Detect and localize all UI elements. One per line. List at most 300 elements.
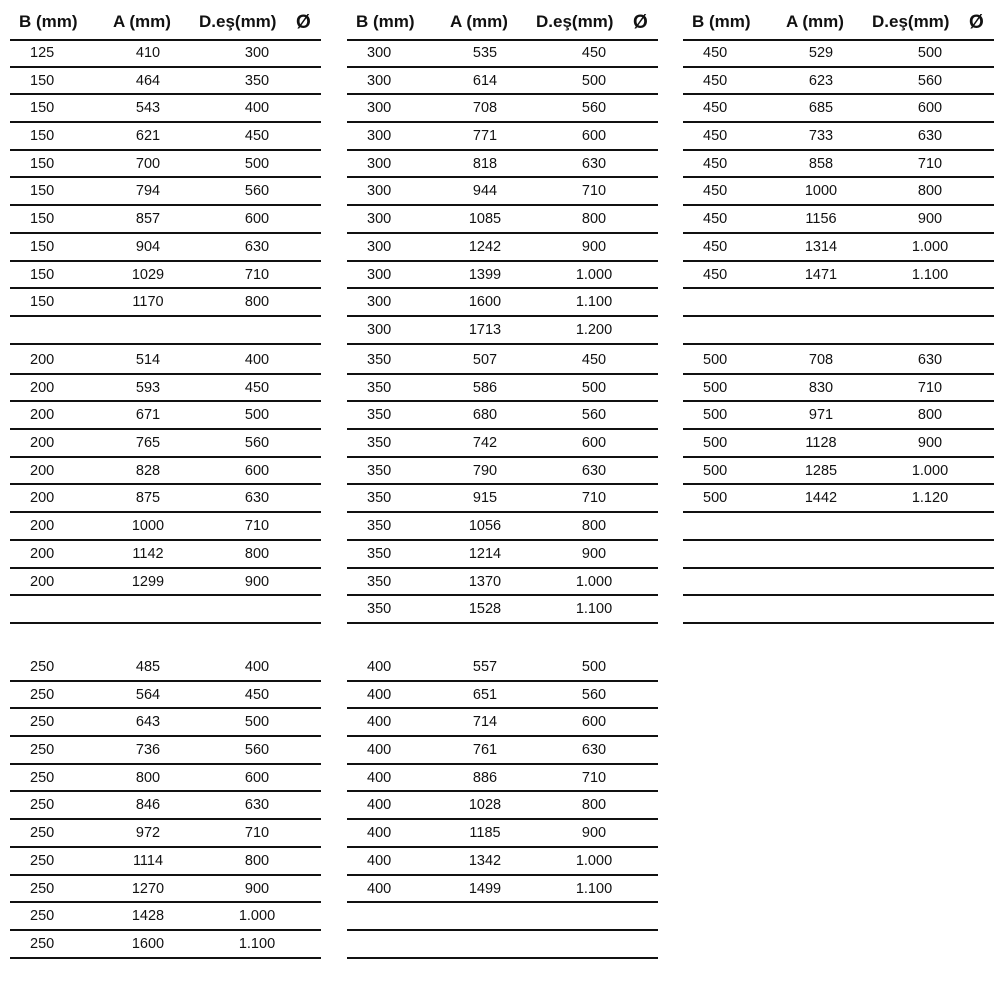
table-block [10,40,321,345]
table-row [683,402,994,430]
table-row [10,402,321,430]
b-value: 300 [367,100,392,117]
table-row [683,262,994,290]
d-value: 1.100 [575,601,613,618]
b-value: 200 [30,435,55,452]
a-value: 671 [135,407,161,424]
a-value: 1299 [131,573,165,590]
d-value: 350 [244,72,270,89]
table-row [683,289,994,317]
b-value: 150 [30,100,55,117]
b-value: 200 [30,545,55,562]
table-row [347,792,658,820]
a-value: 800 [135,769,161,786]
b-value: 150 [30,128,55,145]
b-value: 200 [30,573,55,590]
d-value: 630 [581,462,607,479]
d-value: 630 [244,238,270,255]
a-value: 1471 [804,266,838,283]
table-row [683,40,994,68]
b-value: 500 [703,462,728,479]
a-value: 1128 [805,435,837,452]
d-value: 1.120 [911,490,949,507]
d-value: 710 [581,490,607,507]
d-value: 630 [917,352,943,368]
a-value: 1085 [468,211,502,228]
b-value: 200 [30,490,55,507]
table-row [683,375,994,403]
a-value: 507 [472,352,498,368]
table-row [347,317,658,345]
a-value: 1442 [804,490,838,507]
table-row [10,792,321,820]
table-row [10,709,321,737]
b-value: 300 [367,128,392,145]
a-value: 736 [135,742,161,759]
a-value: 1114 [132,852,164,869]
b-value: 250 [30,659,55,675]
a-value: 514 [135,352,161,368]
table-row [347,151,658,179]
b-value: 125 [30,45,55,61]
d-value: 500 [581,659,607,675]
d-value: 600 [581,435,607,452]
b-value: 450 [703,211,728,228]
a-value: 1342 [468,852,502,869]
d-value: 630 [244,797,270,814]
a-value: 971 [808,407,834,424]
table-row [347,95,658,123]
table-row [347,737,658,765]
b-value: 250 [30,769,55,786]
d-value: 900 [917,435,943,452]
a-value: 765 [135,435,161,452]
b-value: 400 [367,852,392,869]
table-row [10,458,321,486]
table-block [10,654,321,959]
d-value: 450 [244,379,270,396]
a-value: 1170 [132,294,164,311]
d-value: 710 [581,183,607,200]
table-row [10,95,321,123]
b-value: 450 [703,155,728,172]
table-row [683,68,994,96]
d-value: 1.000 [575,573,613,590]
table-block [347,40,658,345]
b-value: 350 [367,545,392,562]
table-row [347,596,658,624]
d-value: 560 [917,72,943,89]
b-value: 350 [367,352,392,368]
b-value: 400 [367,686,392,703]
b-value: 250 [30,935,55,952]
table-block [347,654,658,959]
table-row [347,178,658,206]
table-row [10,151,321,179]
table-row [347,68,658,96]
d-value: 560 [581,100,607,117]
d-value: 600 [581,128,607,145]
b-value: 400 [367,797,392,814]
d-value: 400 [244,100,270,117]
b-value: 500 [703,490,728,507]
d-value: 450 [581,45,607,61]
b-value: 500 [703,407,728,424]
b-value: 250 [30,880,55,897]
table-row [10,178,321,206]
a-value: 1314 [804,238,838,255]
d-value: 500 [581,379,607,396]
column-header [683,8,994,41]
d-value: 710 [244,518,270,535]
a-value: 1000 [804,183,838,200]
table-row [10,68,321,96]
b-value: 200 [30,518,55,535]
d-value: 710 [917,379,943,396]
b-value: 300 [367,45,392,61]
a-value: 846 [135,797,161,814]
d-value: 500 [581,72,607,89]
b-value: 300 [367,238,392,255]
b-value: 450 [703,45,728,61]
a-value: 593 [135,379,161,396]
d-value: 560 [581,686,607,703]
a-value: 535 [472,45,498,61]
table-row [683,430,994,458]
a-value: 1029 [131,266,165,283]
table-row [10,375,321,403]
table-row [10,765,321,793]
a-value: 858 [808,155,834,172]
d-value: 450 [581,352,607,368]
d-value: 450 [244,128,270,145]
table-row [683,206,994,234]
table-row [10,682,321,710]
table-row [10,903,321,931]
b-value: 300 [367,321,392,338]
a-value: 557 [472,659,498,675]
table-row [10,737,321,765]
a-value: 1056 [468,518,502,535]
table-row [347,765,658,793]
d-value: 900 [917,211,943,228]
a-value: 621 [135,128,161,145]
a-value: 886 [472,769,498,786]
table-row [10,569,321,597]
a-value: 1285 [804,462,838,479]
d-value: 710 [244,266,270,283]
table-row [347,820,658,848]
d-value: 500 [244,155,270,172]
table-row [10,654,321,682]
b-value: 200 [30,407,55,424]
table-row [347,123,658,151]
d-value: 800 [581,518,607,535]
header-a-label: A (mm) [450,12,508,31]
d-value: 1.100 [575,880,613,897]
d-value: 900 [244,573,270,590]
a-value: 875 [135,490,161,507]
a-value: 1600 [468,294,502,311]
d-value: 630 [581,155,607,172]
table-row [347,289,658,317]
a-value: 742 [472,435,498,452]
table-row [10,596,321,624]
diameter-symbol-icon: Ø [296,12,311,33]
header-a-label: A (mm) [113,12,171,31]
a-value: 830 [808,379,834,396]
a-value: 1428 [131,908,165,925]
d-value: 1.000 [911,238,949,255]
d-value: 1.100 [575,294,613,311]
a-value: 708 [472,100,498,117]
table-row [10,430,321,458]
d-value: 500 [244,407,270,424]
b-value: 250 [30,797,55,814]
b-value: 150 [30,72,55,89]
d-value: 800 [244,852,270,869]
a-value: 1399 [468,266,502,283]
b-value: 150 [30,155,55,172]
d-value: 900 [244,880,270,897]
b-value: 300 [367,211,392,228]
a-value: 1214 [468,545,502,562]
d-value: 600 [581,714,607,731]
a-value: 857 [135,211,161,228]
table-row [10,234,321,262]
table-row [683,541,994,569]
b-value: 300 [367,155,392,172]
b-value: 200 [30,462,55,479]
header-b-label: B (mm) [356,12,415,31]
d-value: 710 [244,825,270,842]
a-value: 1028 [468,797,502,814]
a-value: 685 [808,100,834,117]
a-value: 733 [808,128,834,145]
d-value: 1.000 [575,852,613,869]
b-value: 350 [367,462,392,479]
b-value: 450 [703,100,728,117]
b-value: 200 [30,379,55,396]
table-row [347,931,658,959]
table-block [10,347,321,624]
b-value: 350 [367,518,392,535]
d-value: 500 [244,714,270,731]
d-value: 400 [244,352,270,368]
table-row [10,513,321,541]
a-value: 972 [135,825,161,842]
d-value: 900 [581,238,607,255]
b-value: 450 [703,266,728,283]
table-row [347,903,658,931]
table-row [10,347,321,375]
a-value: 543 [135,100,161,117]
b-value: 300 [367,72,392,89]
table-row [683,123,994,151]
b-value: 350 [367,379,392,396]
table-row [10,206,321,234]
a-value: 651 [472,686,498,703]
d-value: 800 [917,183,943,200]
table-row [683,596,994,624]
a-value: 708 [808,352,834,368]
table-row [683,151,994,179]
d-value: 630 [244,490,270,507]
a-value: 1370 [468,573,502,590]
d-value: 560 [244,435,270,452]
d-value: 800 [917,407,943,424]
a-value: 700 [135,155,161,172]
column-header [347,8,658,41]
table-row [347,848,658,876]
d-value: 450 [244,686,270,703]
b-value: 350 [367,490,392,507]
b-value: 400 [367,714,392,731]
table-row [347,347,658,375]
b-value: 150 [30,266,55,283]
table-row [347,375,658,403]
a-value: 794 [135,183,161,200]
table-row [683,234,994,262]
b-value: 250 [30,714,55,731]
a-value: 464 [135,72,161,89]
a-value: 680 [472,407,498,424]
header-d-label: D.eş(mm) [199,12,277,31]
table-row [347,569,658,597]
table-row [10,931,321,959]
b-value: 350 [367,573,392,590]
table-row [10,485,321,513]
b-value: 300 [367,294,392,311]
diameter-symbol-icon: Ø [633,12,648,33]
d-value: 630 [581,742,607,759]
b-value: 300 [367,266,392,283]
table-row [683,317,994,345]
table-row [10,262,321,290]
d-value: 400 [244,659,270,675]
header-b-label: B (mm) [19,12,78,31]
b-value: 400 [367,742,392,759]
a-value: 944 [472,183,498,200]
d-value: 800 [244,294,270,311]
a-value: 410 [135,45,161,61]
table-row [10,123,321,151]
table-row [10,317,321,345]
table-row [347,709,658,737]
b-value: 150 [30,238,55,255]
d-value: 710 [917,155,943,172]
a-value: 714 [472,714,498,731]
a-value: 1270 [131,880,165,897]
a-value: 1156 [805,211,837,228]
d-value: 1.100 [238,935,276,952]
b-value: 350 [367,601,392,618]
b-value: 150 [30,183,55,200]
b-value: 450 [703,72,728,89]
a-value: 828 [135,462,161,479]
table-row [347,402,658,430]
b-value: 500 [703,435,728,452]
b-value: 300 [367,183,392,200]
a-value: 771 [472,128,498,145]
table-row [347,682,658,710]
header-d-label: D.eş(mm) [536,12,614,31]
d-value: 630 [917,128,943,145]
column-header [10,8,321,41]
b-value: 450 [703,238,728,255]
d-value: 1.000 [911,462,949,479]
a-value: 1499 [468,880,502,897]
b-value: 250 [30,908,55,925]
table-row [347,262,658,290]
table-row [10,541,321,569]
b-value: 250 [30,742,55,759]
table-row [10,876,321,904]
d-value: 800 [581,211,607,228]
b-value: 250 [30,825,55,842]
b-value: 250 [30,686,55,703]
table-row [347,206,658,234]
b-value: 400 [367,659,392,675]
table-row [347,541,658,569]
header-a-label: A (mm) [786,12,844,31]
a-value: 761 [472,742,498,759]
table-row [683,178,994,206]
b-value: 450 [703,128,728,145]
table-row [347,876,658,904]
a-value: 1000 [131,518,165,535]
d-value: 1.100 [911,266,949,283]
b-value: 450 [703,183,728,200]
table-block [683,40,994,345]
a-value: 614 [472,72,498,89]
d-value: 600 [244,211,270,228]
a-value: 904 [135,238,161,255]
b-value: 400 [367,880,392,897]
d-value: 300 [244,45,270,61]
a-value: 1528 [468,601,502,618]
table-row [683,458,994,486]
d-value: 1.000 [238,908,276,925]
table-row [683,95,994,123]
table-row [347,513,658,541]
table-row [347,430,658,458]
d-value: 1.200 [575,321,613,338]
a-value: 1142 [132,545,164,562]
table-row [10,820,321,848]
a-value: 1242 [468,238,502,255]
table-row [10,289,321,317]
d-value: 560 [581,407,607,424]
a-value: 643 [135,714,161,731]
a-value: 1713 [468,321,502,338]
b-value: 150 [30,294,55,311]
d-value: 800 [244,545,270,562]
header-b-label: B (mm) [692,12,751,31]
b-value: 400 [367,825,392,842]
b-value: 150 [30,211,55,228]
d-value: 900 [581,545,607,562]
table-row [683,347,994,375]
table-row [347,485,658,513]
table-row [347,458,658,486]
a-value: 790 [472,462,498,479]
a-value: 1185 [469,825,501,842]
a-value: 915 [472,490,498,507]
table-block [347,347,658,624]
d-value: 900 [581,825,607,842]
a-value: 586 [472,379,498,396]
